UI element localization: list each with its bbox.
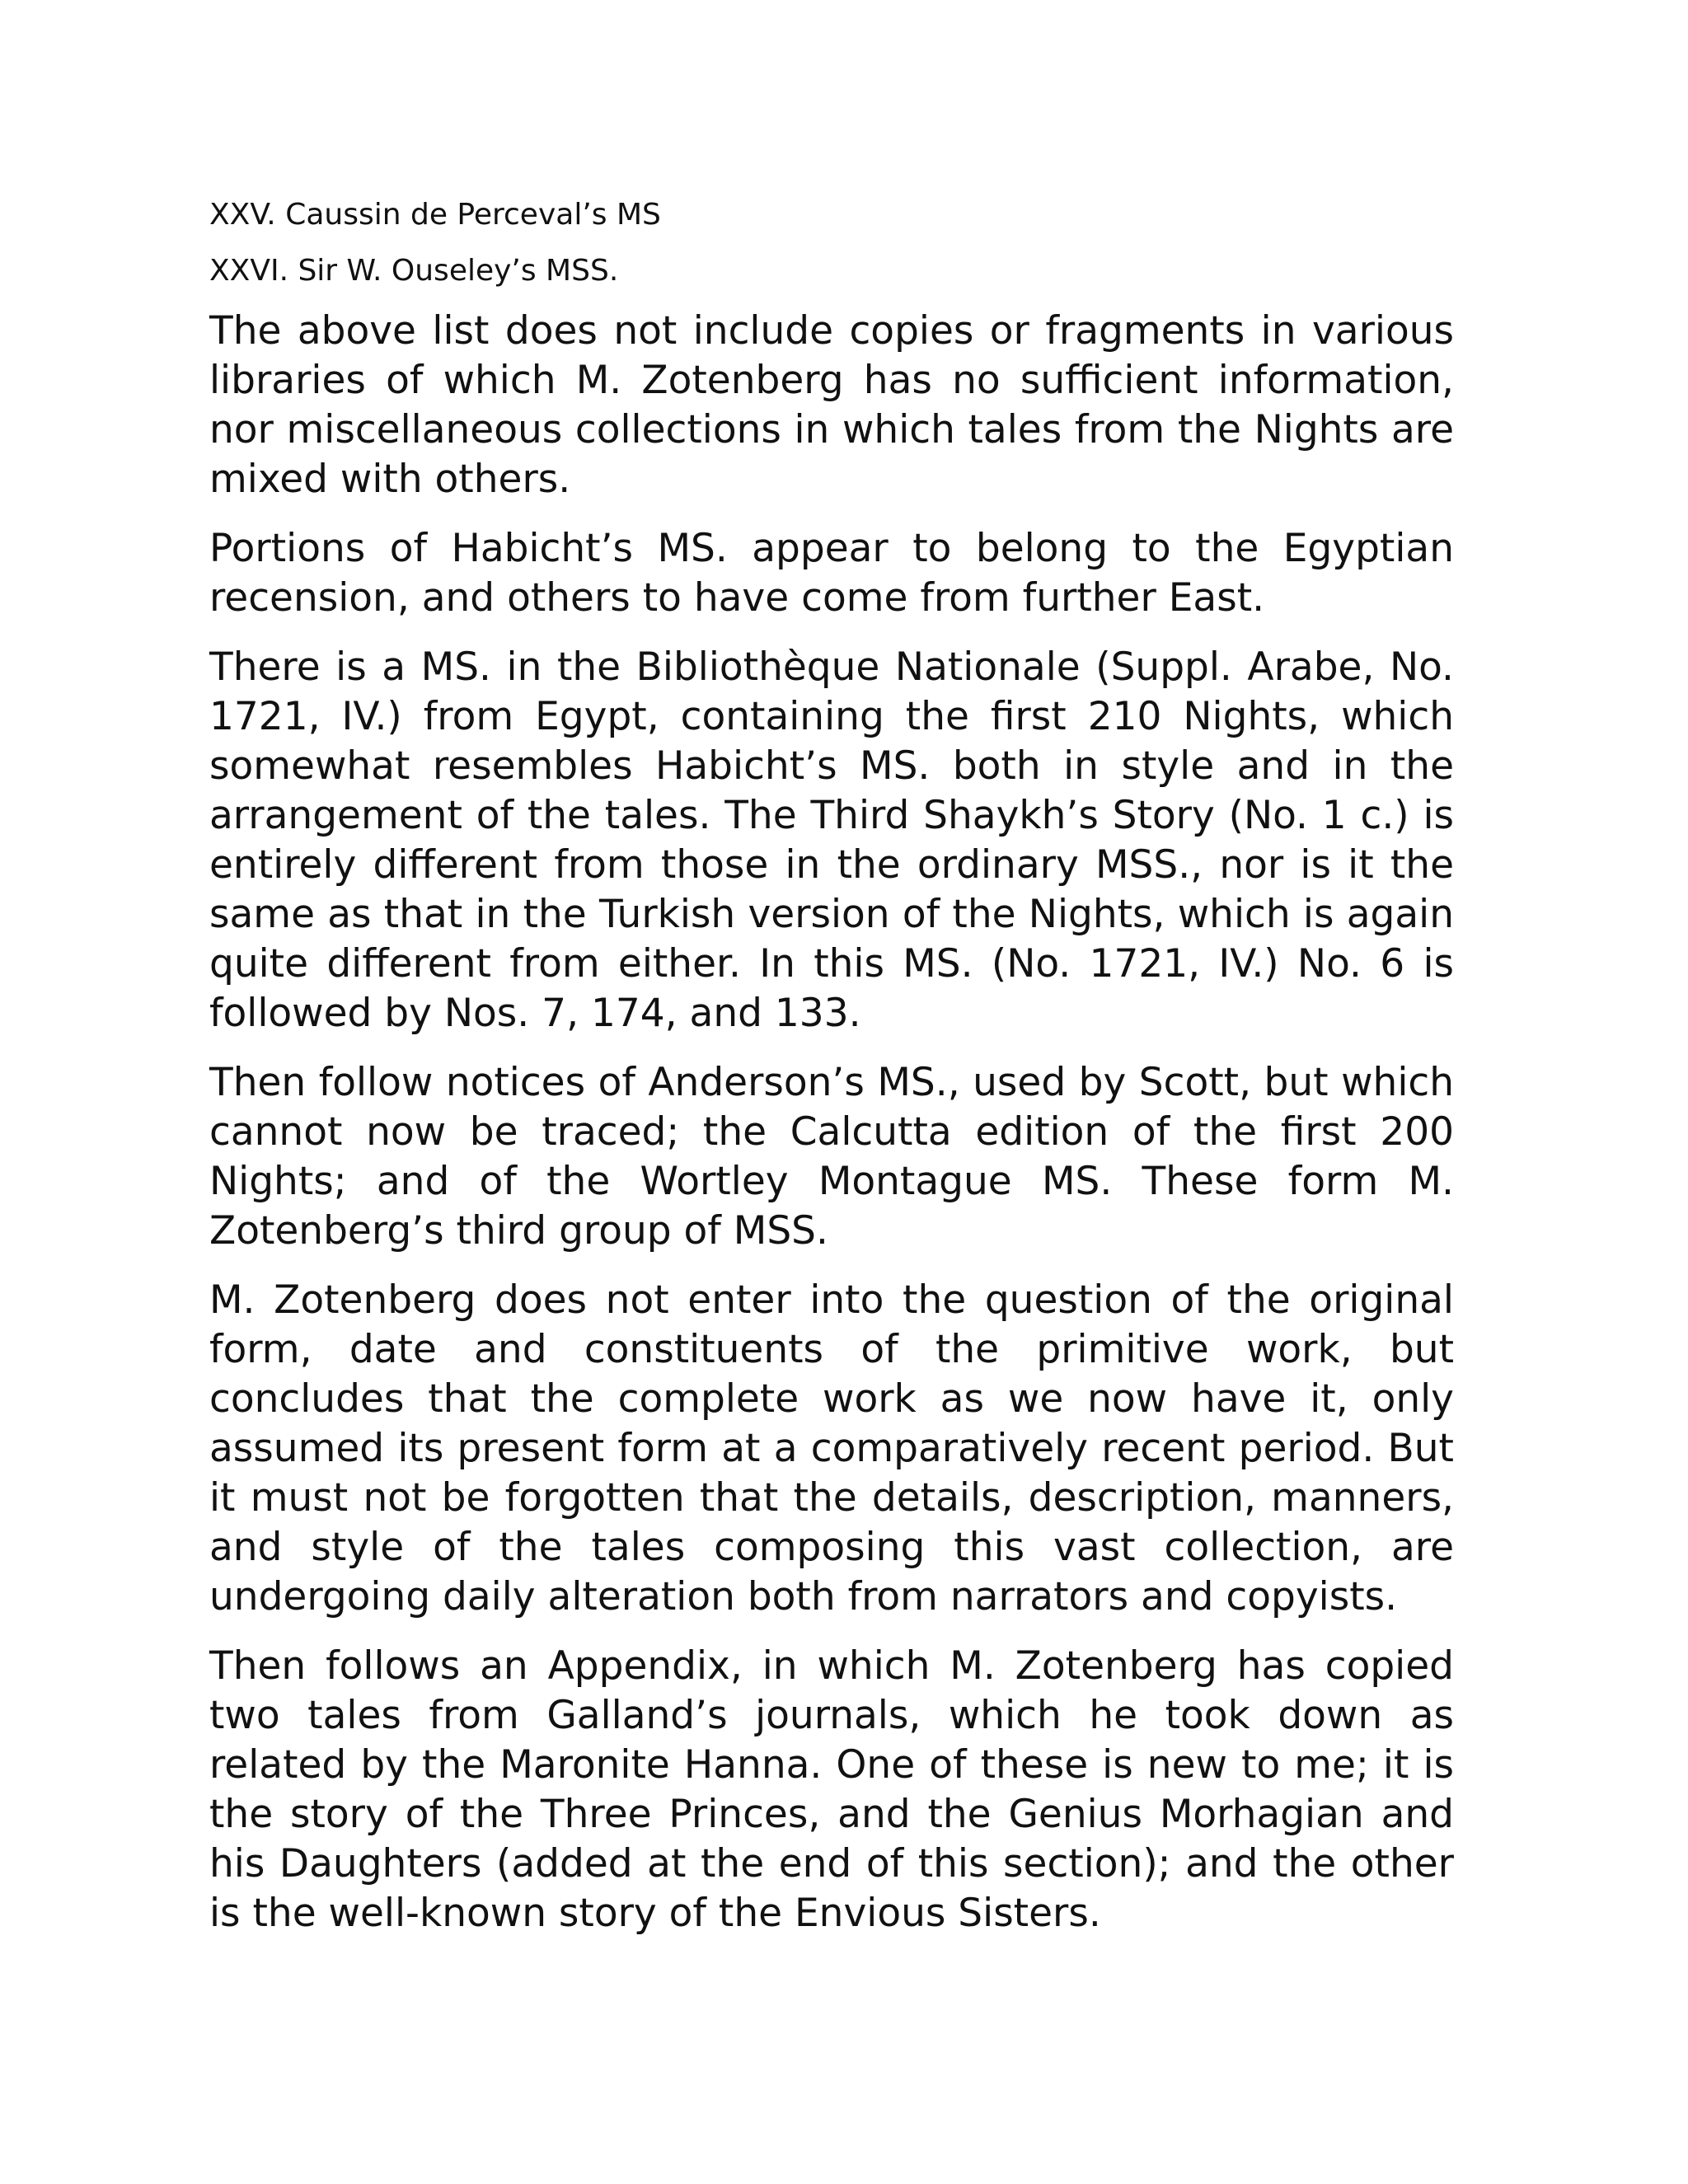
- document-page: [209, 194, 1454, 1958]
- paragraph: Then follows an Appendix, in which M. Zotenberg has copied two tales from Galland’s journals, which he took down as related by the Maronite Hanna. One of these is new to me; it is the story of the Three Princes, and the Genius Morhagian and his Daughters (added at the end of this section); and the other is the well-known story of the Envious Sisters.: [209, 1643, 1454, 1936]
- paragraph: M. Zotenberg does not enter into the question of the original form, date and constituents of the primitive work, but concludes that the complete work as we now have it, only assumed its present form at a comparatively recent period. But it must not be forgotten that the details, description, manners, and style of the tales composing this vast collection, are undergoing daily alteration both from narrators and copyists.: [209, 1277, 1454, 1619]
- paragraph: There is a MS. in the Bibliothèque Nationale (Suppl. Arabe, No. 1721, IV.) from Egypt, containing the first 210 Nights, which somewhat resembles Habicht’s MS. both in style and in the arrangement of the tales. The Third Shaykh’s Story (No. 1 c.) is entirely different from those in the ordinary MSS., nor is it the same as that in the Turkish version of the Nights, which is again quite different from either. In this MS. (No. 1721, IV.) No. 6 is followed by Nos. 7, 174, and 133.: [209, 644, 1454, 1036]
- list-item: XXVI. Sir W. Ouseley’s MSS.: [209, 254, 619, 288]
- paragraph: Portions of Habicht’s MS. appear to belong to the Egyptian recension, and others to have come from further East.: [209, 526, 1454, 621]
- list-item: XXV. Caussin de Perceval’s MS: [209, 198, 661, 232]
- paragraph: The above list does not include copies or fragments in various libraries of which M. Zotenberg has no sufficient information, nor miscellaneous collections in which tales from the Nights are mixed with others.: [209, 308, 1454, 502]
- paragraph: Then follow notices of Anderson’s MS., used by Scott, but which cannot now be traced; the Calcutta edition of the first 200 Nights; and of the Wortley Montague MS. These form M. Zotenberg’s third group of MSS.: [209, 1060, 1454, 1254]
